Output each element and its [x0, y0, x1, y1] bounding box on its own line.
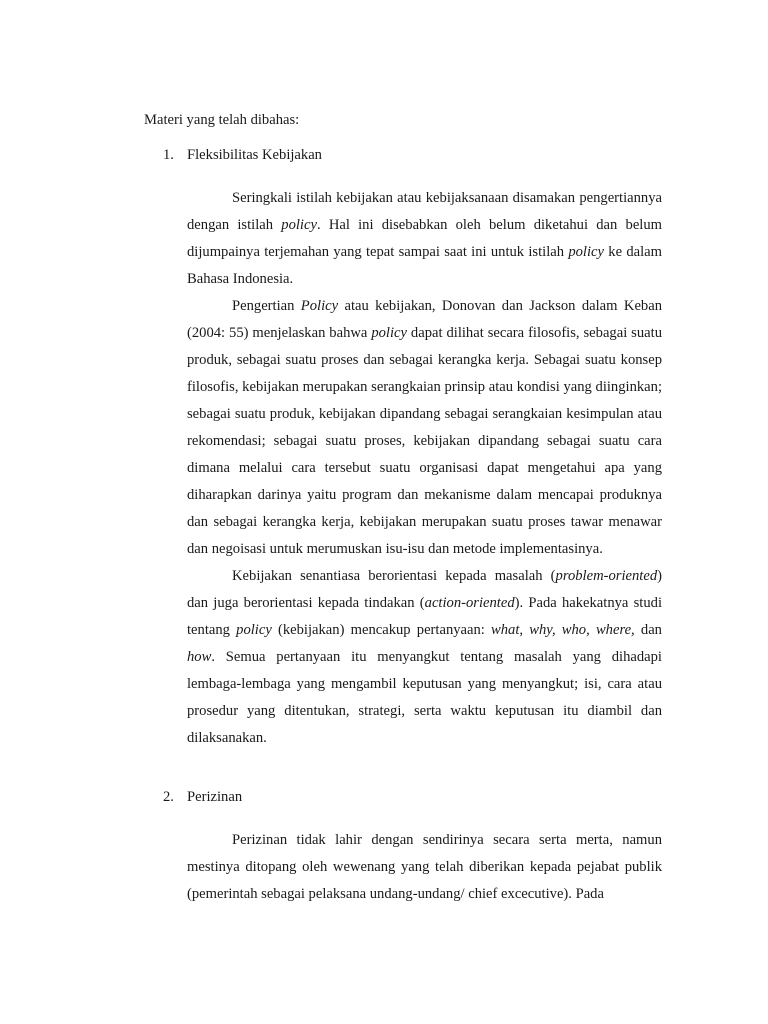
document-heading: Materi yang telah dibahas: [144, 112, 300, 128]
italic-term: policy [371, 325, 407, 341]
section-number: 1. [163, 147, 174, 163]
paragraph [163, 563, 662, 752]
section-title [163, 145, 662, 165]
italic-term: how [187, 649, 212, 665]
section-title [163, 787, 662, 807]
section-number: 2. [163, 789, 174, 805]
section-perizinan [163, 787, 662, 908]
text-run: dapat dilihat secara filosofis, sebagai suatu produk, sebagai suatu proses dan sebagai kerangka kerja. Sebagai suatu konsep filosofis, kebijakan merupakan serangkaian prinsip atau kondisi yang diinginkan; sebagai suatu produk, kebijakan dipandang sebagai serangkaian kesimpulan atau rekomendasi; sebagai suatu proses, kebijakan dipandang sebagai suatu cara dimana melalui cara tersebut suatu organisasi dapat mengetahui apa yang diharapkan darinya yaitu program dan mekanisme dalam mencapai produknya dan sebagai kerangka kerja, kebijakan merupakan suatu proses tawar menawar dan negoisasi untuk merumuskan isu-isu dan metode implementasinya. [187, 325, 662, 557]
text-run: Seringkali istilah kebijakan atau kebijaksanaan disamakan pengertiannya dengan istilah [187, 190, 662, 233]
italic-term: policy [568, 244, 604, 260]
italic-term: Policy [300, 298, 339, 314]
text-run: Pengertian [232, 298, 301, 314]
italic-term: policy [281, 217, 317, 233]
paragraph [163, 293, 662, 563]
text-run: atau kebijakan, Donovan dan Jackson dalam Keban (2004: 55) menjelaskan bahwa [187, 298, 662, 341]
italic-term: action-oriented [424, 595, 515, 611]
text-run: . Semua pertanyaan itu menyangkut tentang masalah yang dihadapi lembaga-lembaga yang mengambil keputusan yang menyangkut; isi, cara atau prosedur yang ditentukan, strategi, serta waktu keputusan itu diambil dan dilaksanakan. [187, 649, 662, 746]
text-run: ke dalam Bahasa Indonesia. [187, 244, 662, 287]
section-title-text: Perizinan [187, 789, 243, 805]
italic-term: policy [236, 622, 272, 638]
italic-term: problem-oriented [555, 568, 658, 584]
paragraph [163, 185, 662, 293]
text-run: (kebijakan) mencakup pertanyaan: [271, 622, 492, 638]
italic-term: what, why, who, where, [491, 622, 635, 638]
text-run: Perizinan tidak lahir dengan sendirinya secara serta merta, namun mestinya ditopang oleh wewenang yang telah diberikan kepada pejabat publik (pemerintah sebagai pelaksana undang-undang/ chief excecutive). Pada [187, 832, 662, 902]
section-title-text: Fleksibilitas Kebijakan [187, 147, 322, 163]
text-run: . Hal ini disebabkan oleh belum diketahui dan belum dijumpainya terjemahan yang tepat sampai saat ini untuk istilah [187, 217, 662, 260]
text-run: ) dan juga berorientasi kepada tindakan ( [187, 568, 662, 611]
text-run: ). Pada hakekatnya studi tentang [187, 595, 663, 638]
section-fleksibilitas-kebijakan [163, 145, 662, 752]
text-run: dan [634, 622, 662, 638]
paragraph [163, 827, 662, 908]
text-run: Kebijakan senantiasa berorientasi kepada masalah ( [232, 568, 556, 584]
